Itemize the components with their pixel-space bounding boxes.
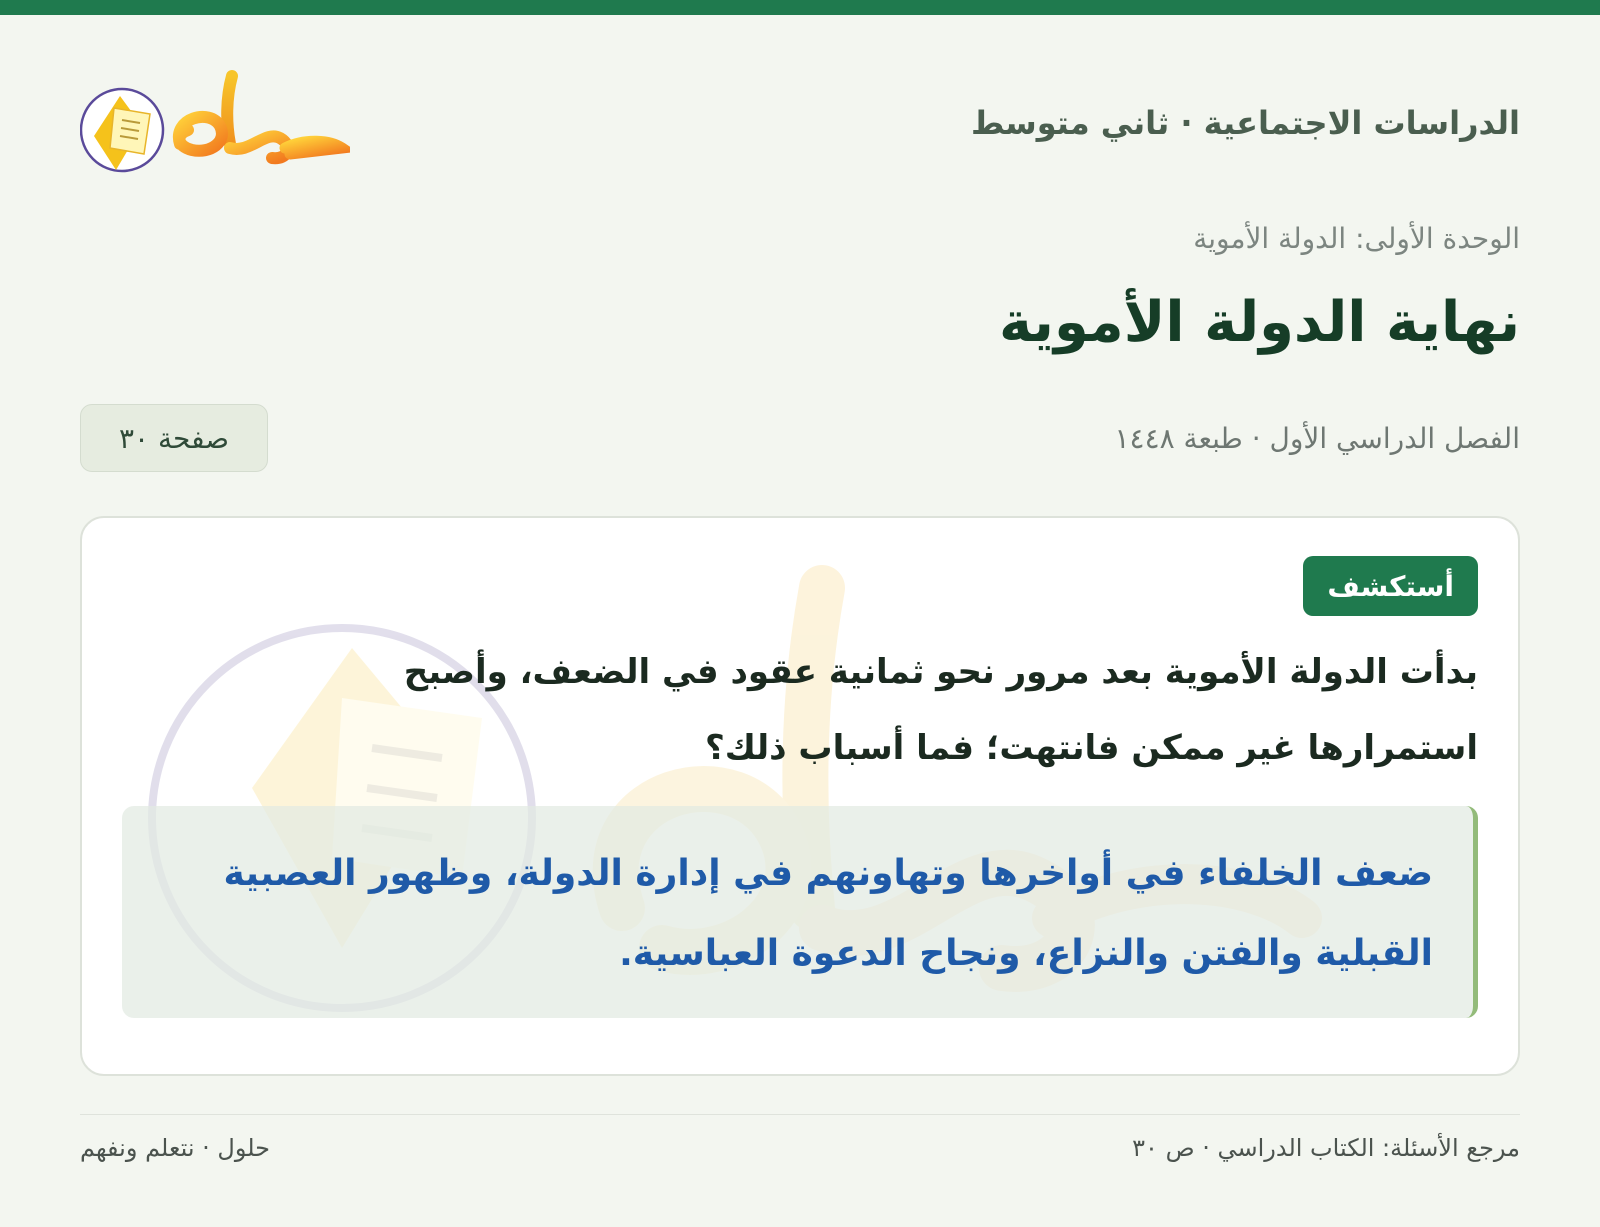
top-accent-bar — [0, 0, 1600, 15]
question-card — [80, 516, 1520, 1076]
lesson-meta — [80, 404, 1520, 472]
brand-logo[interactable] — [80, 68, 350, 178]
term-edition: الفصل الدراسي الأول · طبعة ١٤٤٨ — [1114, 421, 1520, 455]
footer-reference: مرجع الأسئلة: الكتاب الدراسي · ص ٣٠ — [1132, 1134, 1520, 1162]
page-footer — [80, 1126, 1520, 1170]
footer-slogan: حلول · نتعلم ونفهم — [80, 1134, 270, 1162]
logo-text: حلول — [260, 108, 263, 109]
page-number-badge: صفحة ٣٠ — [80, 404, 268, 472]
section-tag: أستكشف — [1303, 556, 1478, 616]
answer-box — [122, 806, 1478, 1018]
unit-label: الوحدة الأولى: الدولة الأموية — [1193, 222, 1520, 255]
footer-divider — [80, 1114, 1520, 1115]
question-text: بدأت الدولة الأموية بعد مرور نحو ثمانية عقود في الضعف، وأصبح استمرارها غير ممكن فانتهت؛ فما أسباب ذلك؟ — [403, 652, 1478, 768]
logo-mark-icon — [80, 68, 350, 178]
answer-text: ضعف الخلفاء في أواخرها وتهاونهم في إدارة الدولة، وظهور العصبية القبلية والفتن والنزاع، ونجاح الدعوة العباسية. — [223, 853, 1433, 974]
page-header — [80, 68, 1520, 178]
page-title: نهاية الدولة الأموية — [998, 290, 1520, 355]
subject-heading: الدراسات الاجتماعية · ثاني متوسط — [970, 104, 1520, 142]
